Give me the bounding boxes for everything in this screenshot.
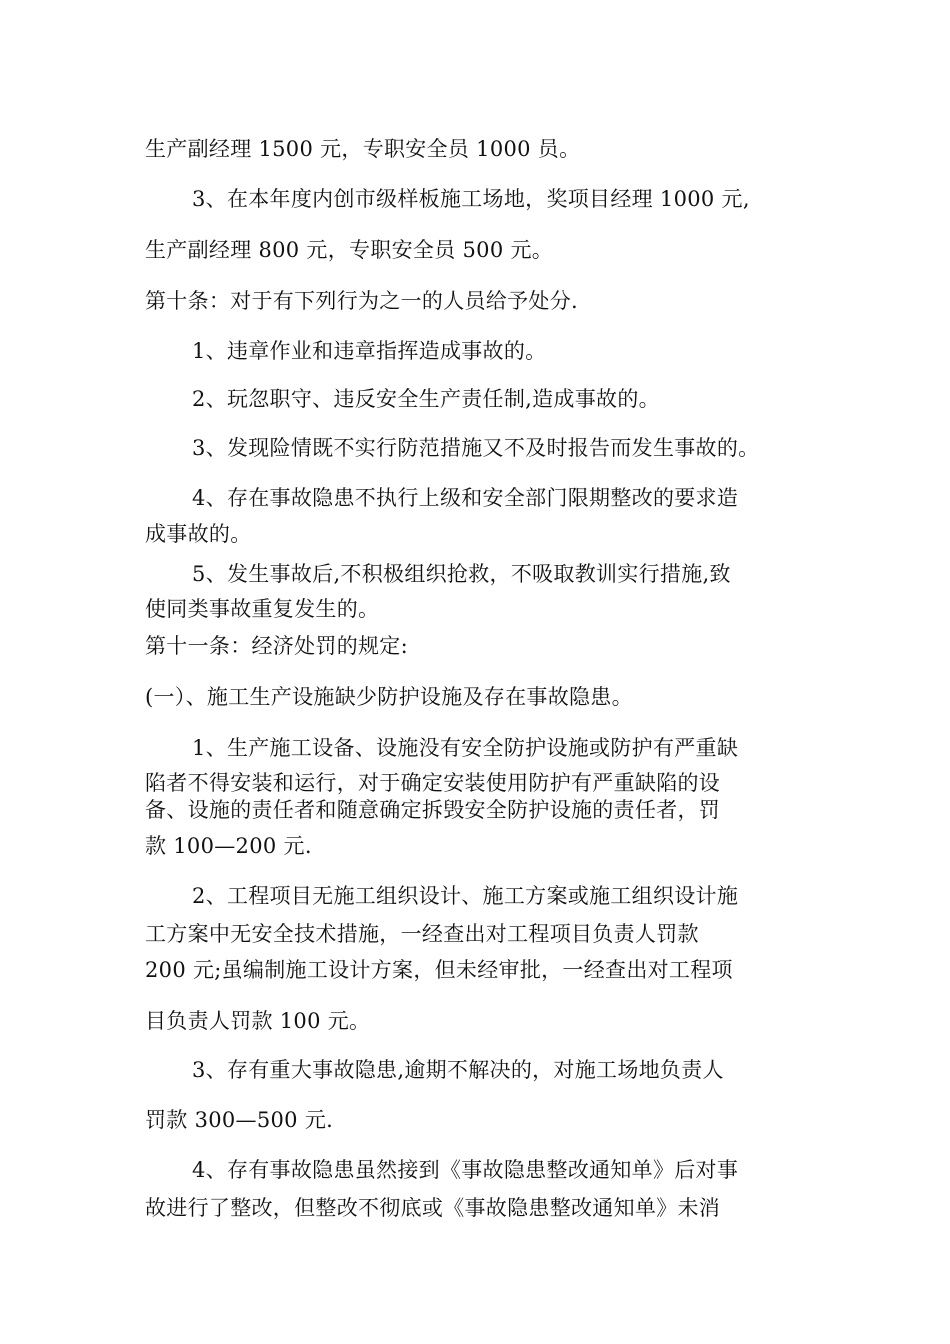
text-line: 成事故的。 (145, 522, 252, 546)
list-item: 3、存有重大事故隐患,逾期不解决的，对施工场地负责人 (192, 1058, 724, 1082)
text-line: 备、设施的责任者和随意确定拆毁安全防护设施的责任者，罚 (145, 798, 721, 822)
list-item: 1、生产施工设备、设施没有安全防护设施或防护有严重缺 (192, 736, 739, 760)
text-line: 款 100—200 元. (145, 834, 312, 858)
list-item: 4、存在事故隐患不执行上级和安全部门限期整改的要求造 (192, 486, 739, 510)
text-line: 使同类事故重复发生的。 (145, 597, 380, 621)
text-line: 3、在本年度内创市级样板施工场地，奖项目经理 1000 元, (192, 187, 750, 211)
list-item: 4、存有事故隐患虽然接到《事故隐患整改通知单》后对事 (192, 1158, 739, 1182)
list-item: 2、工程项目无施工组织设计、施工方案或施工组织设计施 (192, 884, 739, 908)
text-line: 200 元;虽编制施工设计方案，但未经审批，一经查出对工程项 (145, 958, 733, 982)
text-line: 陷者不得安装和运行，对于确定安装使用防护有严重缺陷的设 (145, 771, 721, 795)
list-item: 5、发生事故后,不积极组织抢救，不吸取教训实行措施,致 (192, 562, 731, 586)
list-item: 3、发现险情既不实行防范措施又不及时报告而发生事故的。 (192, 436, 760, 460)
section-heading: 第十一条：经济处罚的规定: (145, 634, 408, 658)
text-line: 生产副经理 800 元，专职安全员 500 元。 (145, 238, 554, 262)
text-line: 罚款 300—500 元. (145, 1108, 334, 1132)
subsection-heading: (一）、施工生产设施缺少防护设施及存在事故隐患。 (145, 685, 633, 709)
text-line: 故进行了整改，但整改不彻底或《事故隐患整改通知单》未消 (145, 1196, 721, 1220)
list-item: 1、违章作业和违章指挥造成事故的。 (192, 339, 547, 363)
section-heading: 第十条：对于有下列行为之一的人员给予处分. (145, 289, 578, 313)
text-line: 工方案中无安全技术措施，一经查出对工程项目负责人罚款 (145, 922, 699, 946)
list-item: 2、玩忽职守、违反安全生产责任制,造成事故的。 (192, 387, 660, 411)
text-line: 目负责人罚款 100 元。 (145, 1009, 371, 1033)
text-line: 生产副经理 1500 元，专职安全员 1000 员。 (145, 137, 581, 161)
